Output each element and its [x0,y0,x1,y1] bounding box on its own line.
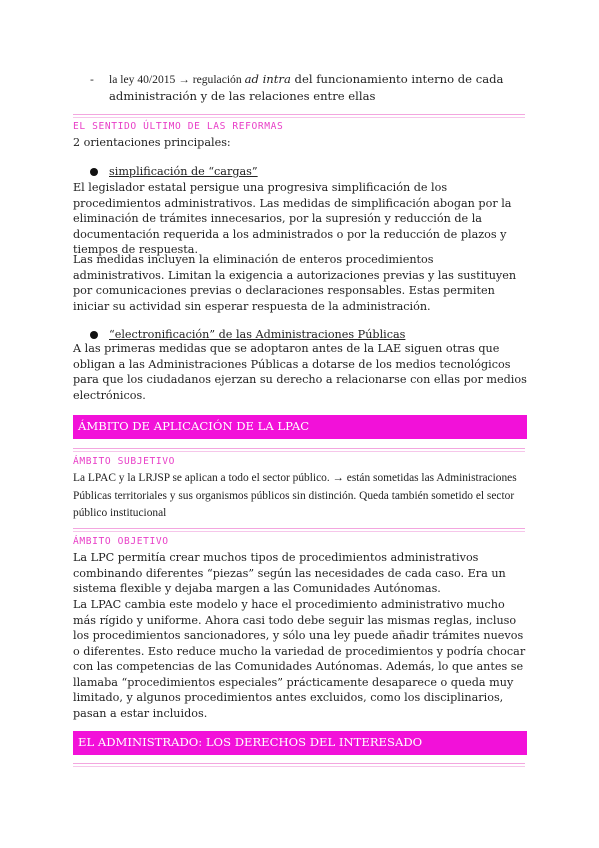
section-bar-title: EL ADMINISTRADO: LOS DERECHOS DEL INTERESADO [78,735,423,749]
section-heading-reformas: EL SENTIDO ÚLTIMO DE LAS REFORMAS [73,121,284,132]
reformas-paragraph-1: El legislador estatal persigue una progresiva simplificación de los procedimientos administrativos. Las medidas de simplificación abogan por la eliminación de trámites innecesarios, por la supresión y reducción de la documentación requerida a los administrados o por la reducción de plazos y tiempos de respuesta. [73,181,512,256]
intro-italic: ad intra [244,72,291,86]
divider [73,763,525,764]
reformas-paragraph-2: Las medidas incluyen la eliminación de enteros procedimientos administrativos. Limitan la exigencia a autorizaciones previas y las sustituyen por comunicaciones previas o declaraciones responsables. Estas permiten iniciar su actividad sin esperar respuesta de la administración. [73,253,517,313]
intro-rest: del funcionamiento interno de cada administración y de las relaciones entre ellas [109,72,504,103]
divider [73,448,525,449]
objetivo-paragraph-2: La LPAC cambia este modelo y hace el procedimiento administrativo mucho más rígido y uniforme. Ahora casi todo debe seguir las mismas reglas, incluso los procedimientos sancionadores, y sólo una ley puede añadir trámites nuevos o diferentes. Esto reduce mucho la variedad de procedimientos y podría chocar con las competencias de las Comunidades Autónomas. Además, lo que antes se llamaba “procedimientos especiales” prácticamente desaparece o queda muy limitado, y algunos procedimientos antes excluidos, como los disciplinarios, pasan a estar incluidos. [73,598,526,720]
reformas-intro: 2 orientaciones principales: [73,136,231,149]
section-heading-subjetivo: ÁMBITO SUBJETIVO [73,456,176,467]
intro-prefix: la ley 40/2015 → regulación [109,73,245,86]
section-bar-title: ÁMBITO DE APLICACIÓN DE LA LPAC [78,419,310,433]
bullet-simplificacion [90,164,258,179]
bullet-dot-icon [90,168,98,176]
subjetivo-paragraph: La LPAC y la LRJSP se aplican a todo el sector público. → están sometidas las Administraciones Públicas territoriales y sus organismos públicos sin distinción. Queda también sometido el sector público institucional [73,472,517,519]
bullet-label: “electronificación” de las Administraciones Públicas [109,328,406,341]
bullet-label: simplificación de “cargas” [109,165,258,178]
dash-marker: - [90,72,94,86]
section-heading-objetivo: ÁMBITO OBJETIVO [73,536,169,547]
objetivo-paragraph-1: La LPC permitía crear muchos tipos de procedimientos administrativos combinando diferentes “piezas” según las necesidades de cada caso. Era un sistema flexible y dejaba margen a las Comunidades Autónomas. [73,551,506,595]
reformas-paragraph-3: A las primeras medidas que se adoptaron antes de la LAE siguen otras que obligan a las Administraciones Públicas a dotarse de los medios tecnológicos para que los ciudadanos ejerzan su derecho a relacionarse con ellas por medios electrónicos. [73,342,527,402]
bullet-dot-icon [90,331,98,339]
bullet-electronificacion [90,327,405,342]
divider [73,114,525,115]
section-bar-administrado [73,731,527,755]
divider [73,528,525,529]
section-bar-ambito [73,415,527,439]
intro-bullet [90,71,530,105]
